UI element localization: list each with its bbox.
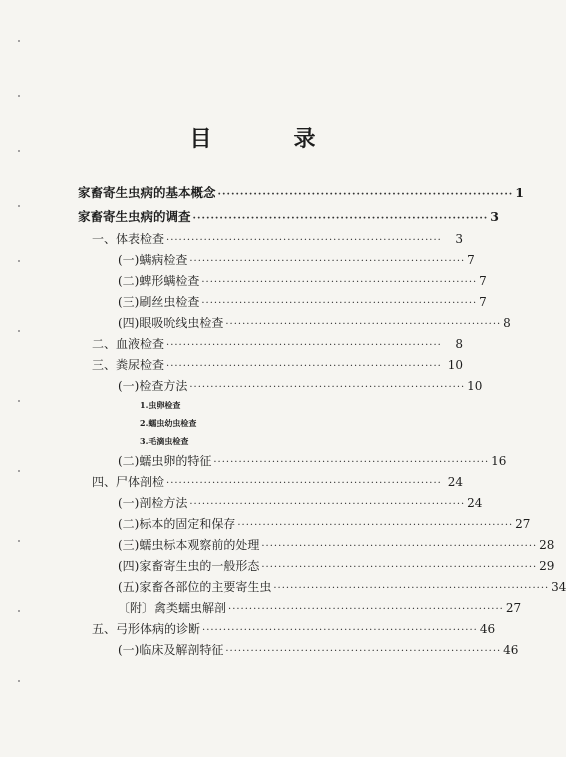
toc-entry-label: (四)家畜寄生虫的一般形态 [118,559,260,573]
toc-entry-page: 28 [539,538,555,552]
toc-entry-page: 27 [505,601,522,615]
toc-entry [92,473,463,491]
leader-dots: ·································································· [201,277,478,288]
margin-speck [18,680,20,682]
toc-entry-page: 24 [447,475,463,489]
leader-dots: ·································································· [166,361,442,372]
leader-dots: ·································································· [201,298,478,309]
toc-entry-label: (一)剖检方法 [118,496,188,510]
leader-dots: ·································································· [261,562,538,573]
leader-dots: ·································································· [166,478,442,489]
toc-entry-label: 1.虫卵检查 [140,400,181,410]
toc-entry-label: (四)眼吸吮线虫检查 [118,316,224,330]
toc-entry [118,578,566,596]
toc-entry-label: 2.蠕虫幼虫检查 [140,418,197,428]
toc-entry-label: 家畜寄生虫病的基本概念 [78,185,216,200]
toc-entry [78,208,499,226]
toc-entry-label: (二)蠕虫卵的特征 [118,454,212,468]
toc-entry-label: 家畜寄生虫病的调查 [78,209,191,224]
toc-entry [140,435,188,447]
toc-entry-page: 3 [455,232,463,246]
margin-speck [18,150,20,152]
toc-entry-page: 7 [467,253,475,267]
toc-entry [118,494,483,512]
toc-entry-page: 34 [551,580,566,594]
leader-dots: ·································································· [237,520,514,531]
leader-dots: ·································································· [192,213,489,224]
toc-entry-page: 29 [539,559,555,573]
leader-dots: ·································································· [273,583,550,594]
leader-dots: ·································································· [217,189,514,200]
toc-entry-page: 46 [503,643,519,657]
toc-entry-label: 一、体表检查 [92,232,165,246]
toc-entry-page: 10 [467,379,483,393]
toc-entry [92,230,463,248]
margin-speck [18,470,20,472]
toc-entry-label: (一)检查方法 [118,379,188,393]
toc-entry [140,399,180,411]
toc-entry [118,557,555,575]
toc-entry-page: 27 [515,517,531,531]
toc-entry [140,417,196,429]
toc-entry [118,293,487,311]
leader-dots: ·································································· [228,604,504,615]
toc-entry-page: 8 [503,316,511,330]
toc-entry [92,356,463,374]
leader-dots: ·································································· [213,457,490,468]
toc-entry [92,620,496,638]
toc-entry [118,452,507,470]
toc-entry-label: (二)标本的固定和保存 [118,517,236,531]
toc-entry-label: 四、尸体剖检 [92,475,165,489]
toc-entry-label: (三)蠕虫标本观察前的处理 [118,538,260,552]
margin-speck [18,95,20,97]
toc-entry [118,641,519,659]
margin-speck [18,260,20,262]
toc-entry [118,599,522,617]
toc-entry [118,272,487,290]
leader-dots: ·································································· [225,646,502,657]
toc-entry [78,184,524,202]
toc-entry [118,377,483,395]
toc-entry-label: 〔附〕禽类蠕虫解剖 [118,601,227,615]
toc-entry-label: (一)临床及解剖特征 [118,643,224,657]
leader-dots: ·································································· [166,235,442,246]
toc-entry-page: 1 [515,185,524,200]
toc-title: 目 录 [189,126,346,152]
leader-dots: ·································································· [225,319,502,330]
leader-dots: ·································································· [202,625,478,636]
leader-dots: ·································································· [189,382,466,393]
toc-entry [118,515,531,533]
leader-dots: ·································································· [261,541,538,552]
toc-entry [118,314,511,332]
toc-entry-page: 7 [479,274,487,288]
toc-entry-label: (五)家畜各部位的主要寄生虫 [118,580,272,594]
toc-entry-label: (三)刷丝虫检查 [118,295,200,309]
toc-entry-label: (二)蜱形螨检查 [118,274,200,288]
toc-entry-page: 8 [455,337,463,351]
toc-entry-label: 3.毛滴虫检查 [140,436,189,446]
toc-entry [118,251,475,269]
margin-speck [18,540,20,542]
toc-entry-page: 3 [490,209,499,224]
margin-speck [18,330,20,332]
toc-entry [118,536,555,554]
toc-entry-label: 五、弓形体病的诊断 [92,622,201,636]
toc-entry-page: 46 [479,622,496,636]
toc-entry-page: 16 [491,454,507,468]
margin-speck [18,400,20,402]
margin-speck [18,610,20,612]
leader-dots: ·································································· [166,340,442,351]
leader-dots: ·································································· [189,499,466,510]
margin-speck [18,205,20,207]
margin-speck [18,40,20,42]
toc-entry-page: 7 [479,295,487,309]
toc-entry-label: (一)螨病检查 [118,253,188,267]
toc-entry [92,335,463,353]
toc-entry-label: 三、粪尿检查 [92,358,165,372]
toc-entry-page: 10 [447,358,463,372]
leader-dots: ·································································· [189,256,466,267]
toc-entry-label: 二、血液检查 [92,337,165,351]
toc-entry-page: 24 [467,496,483,510]
